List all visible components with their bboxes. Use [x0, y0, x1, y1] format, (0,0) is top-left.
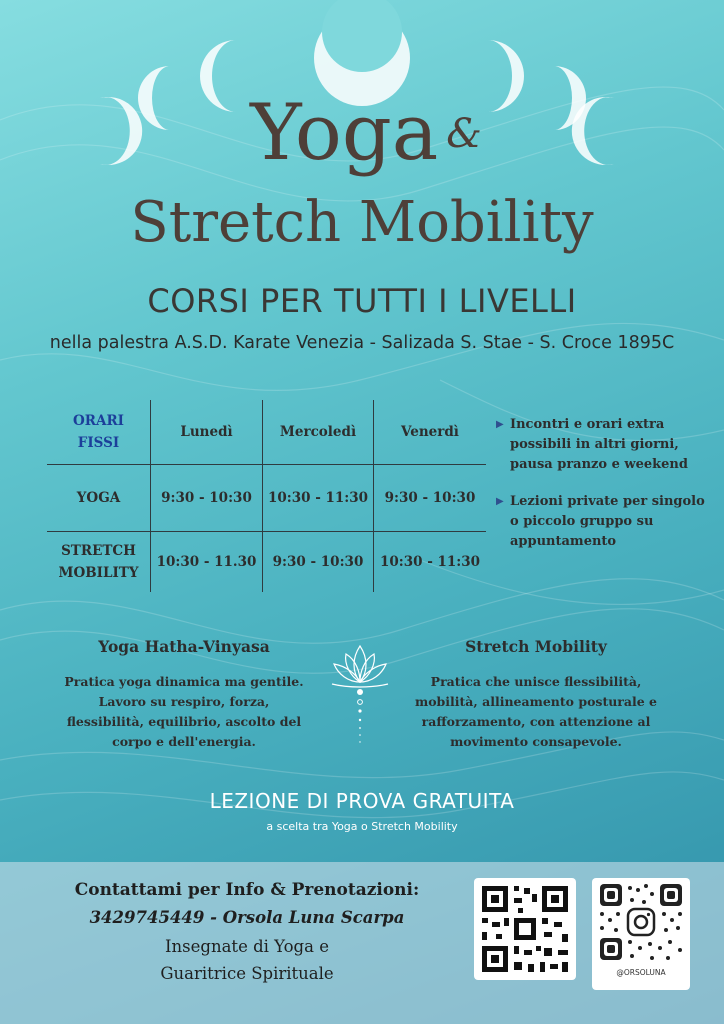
- title-yoga: [0, 88, 724, 178]
- notes-list: [496, 415, 711, 569]
- contact-role-line1: Insegnate di Yoga e: [165, 937, 329, 956]
- schedule-header-line1: ORARI: [73, 413, 124, 429]
- subtitle: CORSI PER TUTTI I LIVELLI: [147, 282, 577, 320]
- row-label-stretch-line1: STRETCH: [61, 543, 136, 559]
- free-trial-title: LEZIONE DI PROVA GRATUITA: [209, 789, 515, 813]
- day-monday: Lunedì: [151, 400, 263, 465]
- row-label-stretch-line2: MOBILITY: [58, 565, 139, 581]
- note-text: Incontri e orari extra possibili in altri giorni, pausa pranzo e weekend: [510, 417, 688, 472]
- arrow-right-icon: ▶: [496, 419, 504, 430]
- qr-code-icon: [592, 878, 690, 968]
- instagram-handle: @ORSOLUNA: [616, 968, 666, 977]
- time-cell: 10:30 - 11:30: [379, 554, 481, 570]
- contact-phone-name: 3429745449 - Orsola Luna Scarpa: [89, 908, 405, 927]
- instagram-icon: [628, 909, 654, 935]
- time-cell: 10:30 - 11:30: [263, 465, 374, 532]
- yoga-class-description: Pratica yoga dinamica ma gentile. Lavoro su respiro, forza, flessibilità, equilibrio, ascolto del corpo e dell'energia.: [64, 674, 304, 749]
- time-cell: 10:30 - 11.30: [151, 532, 263, 593]
- stretch-class-description: Pratica che unisce flessibilità, mobilità, allineamento posturale e rafforzamento, con attenzione al movimento consapevole.: [414, 674, 657, 749]
- row-label-stretch: [47, 532, 151, 593]
- time-cell: 9:30 - 10:30: [374, 465, 487, 532]
- whatsapp-qr-code[interactable]: [474, 878, 576, 980]
- day-wednesday: Mercoledì: [263, 400, 374, 465]
- title-stretch-mobility: Stretch Mobility: [130, 190, 594, 255]
- time-cell: 9:30 - 10:30: [263, 532, 374, 593]
- note-text: Lezioni private per singolo o piccolo gruppo su appuntamento: [510, 494, 705, 549]
- qr-code-icon: [474, 878, 576, 980]
- title-line1: Yoga: [250, 88, 439, 178]
- arrow-right-icon: ▶: [496, 496, 504, 507]
- location: nella palestra A.S.D. Karate Venezia - Salizada S. Stae - S. Croce 1895C: [49, 333, 675, 353]
- stretch-class-title: Stretch Mobility: [465, 637, 607, 656]
- note-item: [496, 415, 711, 475]
- yoga-class-title: Yoga Hatha-Vinyasa: [98, 637, 270, 656]
- contact-role-line2: Guaritrice Spirituale: [160, 964, 334, 983]
- lotus-icon: [328, 640, 392, 750]
- schedule-header-cell: [47, 400, 151, 465]
- time-cell: 9:30 - 10:30: [151, 465, 263, 532]
- row-label-yoga: YOGA: [47, 465, 151, 532]
- title-ampersand: &: [446, 111, 482, 157]
- schedule-header-line2: FISSI: [77, 435, 120, 451]
- contact-heading: Contattami per Info & Prenotazioni:: [74, 880, 420, 900]
- schedule-table: [47, 400, 486, 592]
- day-friday: Venerdì: [374, 400, 487, 465]
- free-trial-subtitle: a scelta tra Yoga o Stretch Mobility: [266, 820, 458, 833]
- note-item: [496, 492, 711, 552]
